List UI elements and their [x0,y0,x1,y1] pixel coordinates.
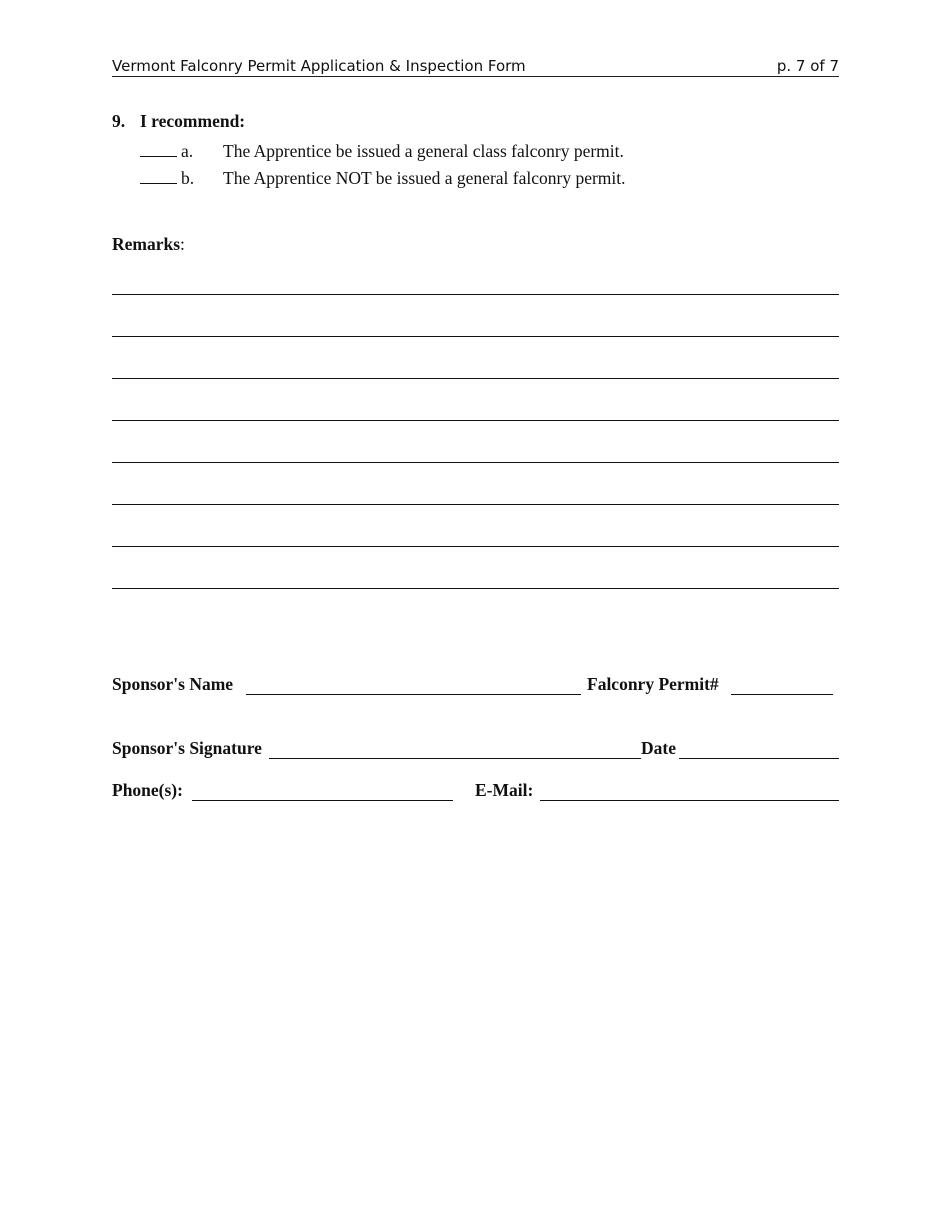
option-b-letter: b. [181,168,195,188]
sponsor-name-label: Sponsor's Name [112,674,234,694]
remarks-line[interactable] [112,504,839,505]
sponsor-name-row [112,673,839,697]
contact-row [112,779,839,803]
page-header [112,56,839,77]
option-b-checkbox-blank[interactable] [140,166,177,184]
page-number: p. 7 of 7 [776,57,839,75]
option-a [140,139,624,161]
option-b [140,166,626,188]
email-label: E-Mail: [475,780,534,800]
falconry-permit-field[interactable] [731,694,833,695]
date-field[interactable] [679,758,839,759]
sponsor-signature-row [112,737,839,761]
option-a-checkbox-blank[interactable] [140,139,177,157]
remarks-label-colon: : [180,234,185,254]
remarks-line[interactable] [112,546,839,547]
option-b-text: The Apprentice NOT be issued a general falconry permit. [223,168,626,188]
remarks-line[interactable] [112,336,839,337]
question-prompt: I recommend: [140,111,246,131]
option-a-text: The Apprentice be issued a general class falconry permit. [223,141,624,161]
sponsor-name-field[interactable] [246,694,581,695]
option-a-letter: a. [181,141,194,161]
remarks-line[interactable] [112,378,839,379]
date-label: Date [641,738,676,758]
form-title: Vermont Falconry Permit Application & Inspection Form [112,57,526,75]
sponsor-signature-label: Sponsor's Signature [112,738,262,758]
phone-label: Phone(s): [112,780,183,800]
remarks-label [112,234,185,255]
remarks-line[interactable] [112,294,839,295]
email-field[interactable] [540,800,839,801]
question-heading [112,111,245,132]
falconry-permit-label: Falconry Permit# [587,674,719,694]
sponsor-signature-field[interactable] [269,758,641,759]
phone-field[interactable] [192,800,453,801]
remarks-label-text: Remarks [112,234,181,254]
remarks-line[interactable] [112,588,839,589]
remarks-line[interactable] [112,462,839,463]
remarks-line[interactable] [112,420,839,421]
question-number: 9. [112,111,126,131]
